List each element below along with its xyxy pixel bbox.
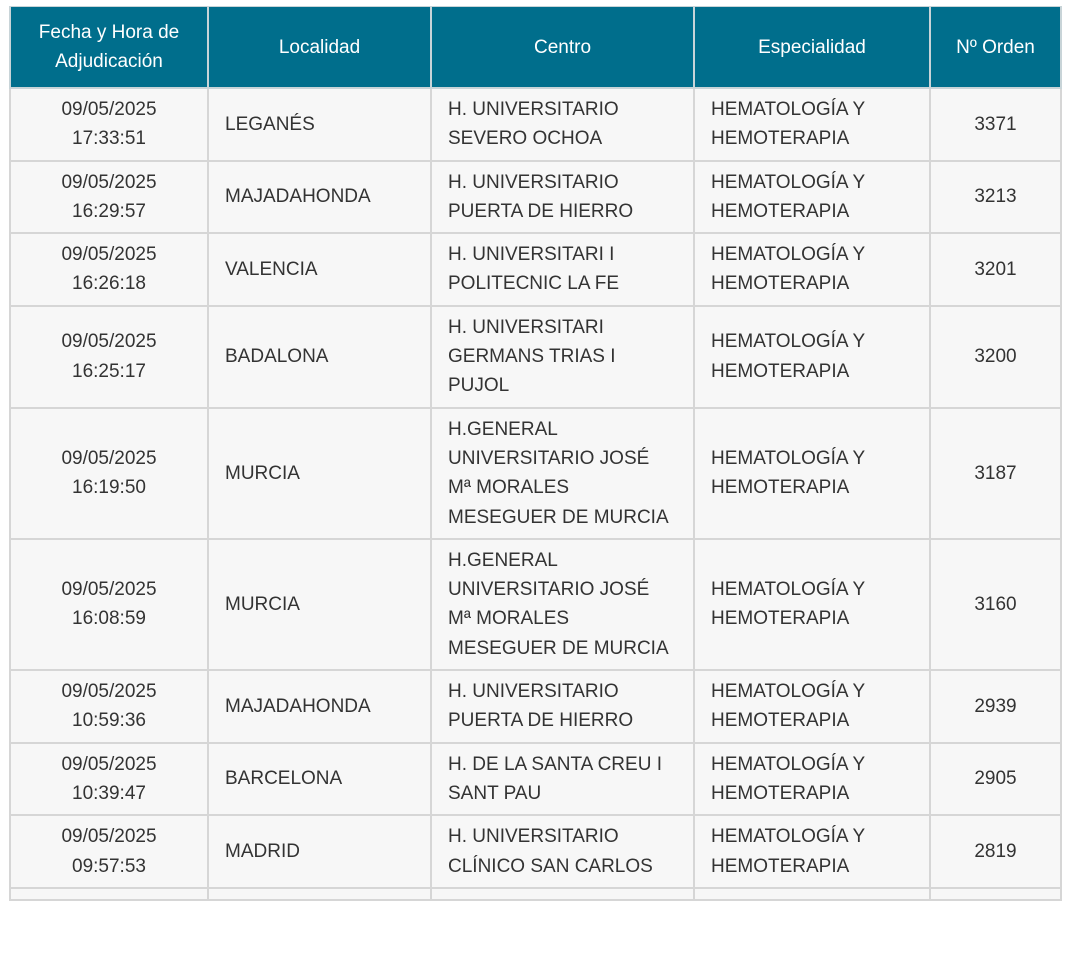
- cell-especialidad: HEMATOLOGÍA Y HEMOTERAPIA: [694, 233, 930, 306]
- cell-empty: [431, 888, 694, 900]
- header-fecha-hora[interactable]: Fecha y Hora de Adjudicación: [10, 7, 208, 89]
- cell-hora: 16:29:57: [72, 200, 146, 222]
- table-row: [10, 539, 1061, 670]
- header-orden[interactable]: Nº Orden: [930, 7, 1061, 89]
- cell-especialidad: HEMATOLOGÍA Y HEMOTERAPIA: [694, 306, 930, 408]
- cell-centro: H. UNIVERSITARI I POLITECNIC LA FE: [431, 233, 694, 306]
- cell-hora: 10:59:36: [72, 710, 146, 732]
- table-row-partial: [10, 888, 1061, 900]
- cell-orden: 3187: [930, 408, 1061, 539]
- table-row: [10, 233, 1061, 306]
- cell-localidad: MAJADAHONDA: [208, 161, 431, 234]
- table-body: [10, 88, 1061, 900]
- table-row: [10, 161, 1061, 234]
- cell-hora: 10:39:47: [72, 782, 146, 804]
- adjudication-table-wrapper: [9, 6, 1062, 901]
- table-row: [10, 743, 1061, 816]
- cell-hora: 17:33:51: [72, 128, 146, 150]
- cell-localidad: MADRID: [208, 815, 431, 888]
- cell-fecha: 09/05/2025: [61, 171, 157, 193]
- cell-orden: 2819: [930, 815, 1061, 888]
- header-centro[interactable]: Centro: [431, 7, 694, 89]
- cell-hora: 16:08:59: [72, 608, 146, 630]
- cell-orden: 2939: [930, 670, 1061, 743]
- cell-fecha-hora: [10, 539, 208, 670]
- cell-fecha-hora: [10, 88, 208, 161]
- cell-especialidad: HEMATOLOGÍA Y HEMOTERAPIA: [694, 815, 930, 888]
- cell-fecha: 09/05/2025: [61, 99, 157, 120]
- adjudication-table: [9, 6, 1062, 901]
- cell-centro: H. UNIVERSITARIO PUERTA DE HIERRO: [431, 670, 694, 743]
- cell-empty: [694, 888, 930, 900]
- cell-fecha-hora: [10, 233, 208, 306]
- cell-orden: 3213: [930, 161, 1061, 234]
- cell-especialidad: HEMATOLOGÍA Y HEMOTERAPIA: [694, 88, 930, 161]
- cell-fecha-hora: [10, 408, 208, 539]
- cell-fecha: 09/05/2025: [61, 447, 157, 469]
- cell-orden: 3371: [930, 88, 1061, 161]
- table-row: [10, 670, 1061, 743]
- header-row: [10, 7, 1061, 89]
- cell-especialidad: HEMATOLOGÍA Y HEMOTERAPIA: [694, 408, 930, 539]
- cell-fecha: 09/05/2025: [61, 753, 157, 775]
- table-row: [10, 815, 1061, 888]
- cell-centro: H.GENERAL UNIVERSITARIO JOSÉ Mª MORALES MESEGUER DE MURCIA: [431, 539, 694, 670]
- cell-orden: 2905: [930, 743, 1061, 816]
- cell-fecha-hora: [10, 306, 208, 408]
- cell-localidad: LEGANÉS: [208, 88, 431, 161]
- cell-especialidad: HEMATOLOGÍA Y HEMOTERAPIA: [694, 539, 930, 670]
- cell-fecha: 09/05/2025: [61, 826, 157, 848]
- cell-localidad: MURCIA: [208, 539, 431, 670]
- cell-orden: 3201: [930, 233, 1061, 306]
- table-row: [10, 88, 1061, 161]
- cell-fecha: 09/05/2025: [61, 244, 157, 266]
- cell-empty: [10, 888, 208, 900]
- cell-orden: 3160: [930, 539, 1061, 670]
- cell-especialidad: HEMATOLOGÍA Y HEMOTERAPIA: [694, 670, 930, 743]
- cell-centro: H. UNIVERSITARI GERMANS TRIAS I PUJOL: [431, 306, 694, 408]
- cell-hora: 16:25:17: [72, 360, 146, 382]
- cell-fecha: 09/05/2025: [61, 681, 157, 703]
- cell-centro: H. DE LA SANTA CREU I SANT PAU: [431, 743, 694, 816]
- cell-especialidad: HEMATOLOGÍA Y HEMOTERAPIA: [694, 743, 930, 816]
- cell-especialidad: HEMATOLOGÍA Y HEMOTERAPIA: [694, 161, 930, 234]
- header-localidad[interactable]: Localidad: [208, 7, 431, 89]
- cell-fecha: 09/05/2025: [61, 331, 157, 353]
- cell-centro: H. UNIVERSITARIO PUERTA DE HIERRO: [431, 161, 694, 234]
- cell-localidad: BADALONA: [208, 306, 431, 408]
- header-especialidad[interactable]: Especialidad: [694, 7, 930, 89]
- table-header: [10, 7, 1061, 89]
- table-row: [10, 306, 1061, 408]
- cell-localidad: VALENCIA: [208, 233, 431, 306]
- cell-orden: 3200: [930, 306, 1061, 408]
- cell-hora: 16:26:18: [72, 273, 146, 295]
- cell-centro: H. UNIVERSITARIO CLÍNICO SAN CARLOS: [431, 815, 694, 888]
- cell-empty: [208, 888, 431, 900]
- cell-localidad: BARCELONA: [208, 743, 431, 816]
- cell-hora: 16:19:50: [72, 477, 146, 499]
- cell-fecha-hora: [10, 670, 208, 743]
- cell-empty: [930, 888, 1061, 900]
- table-row: [10, 408, 1061, 539]
- cell-fecha-hora: [10, 743, 208, 816]
- cell-centro: H.GENERAL UNIVERSITARIO JOSÉ Mª MORALES MESEGUER DE MURCIA: [431, 408, 694, 539]
- cell-localidad: MAJADAHONDA: [208, 670, 431, 743]
- cell-localidad: MURCIA: [208, 408, 431, 539]
- cell-fecha-hora: [10, 815, 208, 888]
- cell-fecha: 09/05/2025: [61, 579, 157, 601]
- cell-centro: H. UNIVERSITARIO SEVERO OCHOA: [431, 88, 694, 161]
- cell-hora: 09:57:53: [72, 855, 146, 877]
- cell-fecha-hora: [10, 161, 208, 234]
